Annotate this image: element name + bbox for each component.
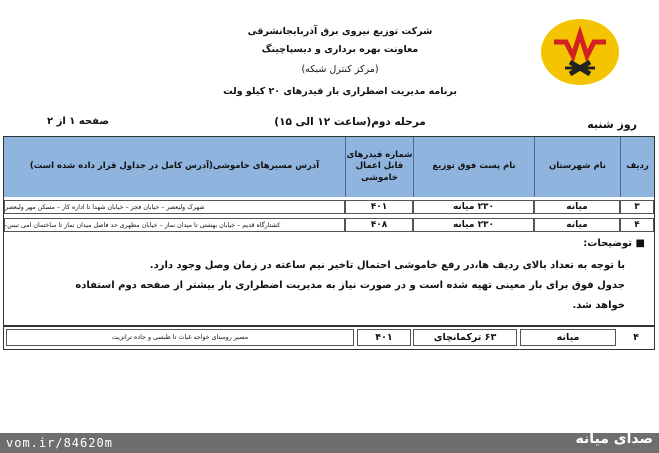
- row-number: ۴: [620, 218, 654, 232]
- col-header-feeders: شماره فیدرهای قابل اعمال خاموشی: [345, 137, 413, 197]
- power-distribution-logo-icon: [540, 12, 620, 92]
- row-address: کشتارگاه قدیم – خیابان بهشتی تا میدان نماز – خیابان مطهری حد فاصل میدان نماز تا ساختمان امی تیس-: [4, 218, 345, 232]
- bottom-row-address: مسیر روستای خواجه غیاث تا طبسی و جاده ترانزیت: [6, 329, 354, 346]
- note-line: جدول فوق برای بار معینی تهیه شده است و در صورت نیاز به مدیریت اضطراری بار بیشتر از صفحه دوم استفاده: [75, 280, 625, 291]
- program-title: برنامه مدیریت اضطراری بار فیدرهای ۲۰ کیلو ولت: [223, 86, 457, 97]
- footer-brand: صدای میانه: [575, 431, 653, 447]
- bottom-row-number: ۴: [620, 329, 652, 346]
- note-line: خواهد شد.: [572, 300, 625, 311]
- bottom-row-feeder: ۴۰۱: [357, 329, 411, 346]
- row-city: میانه: [534, 200, 620, 214]
- document-header: [0, 0, 659, 110]
- row-substation: ۲۳۰ میانه: [413, 218, 534, 232]
- row-number: ۳: [620, 200, 654, 214]
- page-number: صفحه ۱ از ۲: [47, 116, 109, 127]
- bottom-row-substation: ۶۳ ترکمانچای: [413, 329, 517, 346]
- row-feeder: ۴۰۱: [345, 200, 413, 214]
- footer-url: vom.ir/84620m: [6, 436, 113, 450]
- col-header-row: ردیف: [620, 137, 654, 197]
- col-header-substation: نام پست فوق توزیع: [413, 137, 534, 197]
- notes-title: ■ توضیحات:: [583, 238, 645, 249]
- row-address: شهرک ولیعصر – خیابان فجر – خیابان شهدا تا اداره کار – مسکن مهر ولیعصر: [4, 200, 345, 214]
- day-label: روز شنبه: [587, 118, 637, 131]
- row-city: میانه: [534, 218, 620, 232]
- center-name: (مرکز کنترل شبکه): [301, 64, 379, 75]
- col-header-address: آدرس مسیرهای خاموشی(آدرس کامل در جداول قرار داده شده است): [29, 161, 320, 172]
- bottom-row-city: میانه: [520, 329, 616, 346]
- notes-title-text: توضیحات:: [583, 238, 633, 249]
- row-substation: ۲۳۰ میانه: [413, 200, 534, 214]
- company-name: شرکت توزیع نیروی برق آذربایجانشرقی: [247, 26, 433, 37]
- stage-label: مرحله دوم(ساعت ۱۲ الی ۱۵): [274, 116, 426, 128]
- row-feeder: ۴۰۸: [345, 218, 413, 232]
- department-name: معاونت بهره برداری و دیسپاچینگ: [261, 44, 419, 55]
- note-line: با توجه به تعداد بالای ردیف ها،در رفع خاموشی احتمال تاخیر نیم ساعته در زمان وصل وجود دارد.: [149, 260, 625, 271]
- col-header-city: نام شهرستان: [534, 137, 620, 197]
